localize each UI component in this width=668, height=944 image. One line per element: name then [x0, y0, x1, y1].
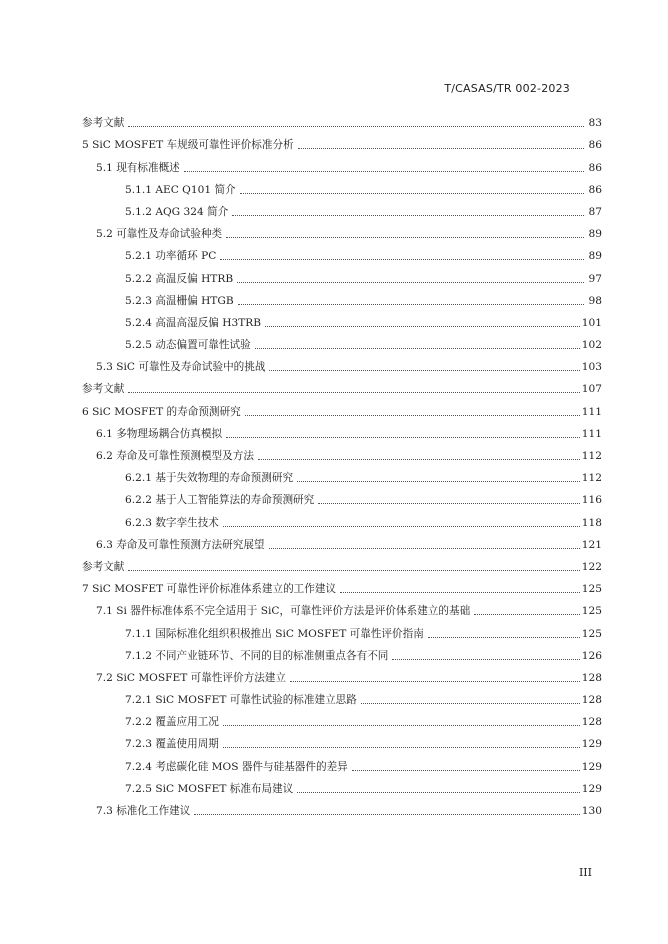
toc-entry[interactable]	[82, 641, 602, 663]
toc-entry[interactable]	[82, 374, 602, 396]
toc-entry-title: 6 SiC MOSFET 的寿命预测研究	[82, 405, 241, 418]
toc-entry-title: 7.2.3 覆盖使用周期	[125, 738, 219, 751]
toc-entry-page: 107	[581, 383, 602, 396]
toc-entry-page: 111	[581, 427, 602, 440]
toc-leader-dots	[290, 681, 580, 682]
toc-entry[interactable]	[82, 352, 602, 374]
toc-entry-title: 7.2.5 SiC MOSFET 标准布局建议	[125, 782, 294, 795]
toc-leader-dots	[361, 703, 580, 704]
toc-entry-page: 121	[581, 538, 602, 551]
toc-entry-page: 111	[581, 405, 602, 418]
toc-leader-dots	[220, 259, 584, 260]
toc-leader-dots	[128, 392, 579, 393]
document-code: T/CASAS/TR 002-2023	[444, 82, 570, 95]
toc-entry-page: 118	[581, 516, 602, 529]
toc-leader-dots	[298, 148, 584, 149]
toc-entry-page: 102	[581, 339, 602, 352]
toc-entry[interactable]	[82, 263, 602, 285]
toc-entry-page: 125	[581, 605, 602, 618]
toc-leader-dots	[232, 215, 584, 216]
toc-leader-dots	[297, 481, 580, 482]
toc-entry[interactable]	[82, 596, 602, 618]
toc-entry-title: 5.2.3 高温栅偏 HTGB	[125, 294, 234, 307]
toc-entry-page: 86	[588, 139, 602, 152]
toc-entry-page: 116	[581, 494, 602, 507]
toc-leader-dots	[223, 725, 580, 726]
toc-entry[interactable]	[82, 485, 602, 507]
toc-entry-title: 7.2.1 SiC MOSFET 可靠性试验的标准建立思路	[125, 694, 357, 707]
toc-entry-page: 89	[588, 250, 602, 263]
toc-entry-title: 7.1 Si 器件标准体系不完全适用于 SiC，可靠性评价方法是评价体系建立的基础	[96, 605, 471, 618]
toc-entry-title: 参考文献	[82, 383, 125, 396]
toc-entry-title: 7.2.4 考虑碳化硅 MOS 器件与硅基器件的差异	[125, 760, 348, 773]
toc-entry-title: 5.2.2 高温反偏 HTRB	[125, 272, 234, 285]
toc-entry[interactable]	[82, 241, 602, 263]
toc-entry[interactable]	[82, 751, 602, 773]
toc-entry-page: 125	[581, 583, 602, 596]
toc-leader-dots	[428, 637, 580, 638]
toc-entry-page: 103	[581, 361, 602, 374]
toc-entry[interactable]	[82, 463, 602, 485]
toc-entry-page: 128	[581, 671, 602, 684]
page-number: III	[578, 866, 592, 879]
toc-leader-dots	[340, 592, 580, 593]
toc-entry-title: 5.2.1 功率循环 PC	[125, 250, 217, 263]
toc-entry-title: 7.1.2 不同产业链环节、不同的目的标准侧重点各有不同	[125, 649, 389, 662]
toc-leader-dots	[269, 548, 580, 549]
toc-entry[interactable]	[82, 507, 602, 529]
toc-leader-dots	[258, 459, 580, 460]
toc-entry[interactable]	[82, 663, 602, 685]
toc-entry-page: 98	[588, 294, 602, 307]
toc-leader-dots	[255, 348, 580, 349]
toc-entry-title: 参考文献	[82, 117, 125, 130]
toc-entry-page: 86	[588, 161, 602, 174]
toc-entry[interactable]	[82, 441, 602, 463]
toc-entry-title: 5.1.2 AQG 324 简介	[125, 205, 229, 218]
toc-leader-dots	[352, 770, 580, 771]
toc-entry-title: 5.2.4 高温高湿反偏 H3TRB	[125, 316, 262, 329]
toc-leader-dots	[297, 792, 579, 793]
toc-leader-dots	[223, 747, 580, 748]
toc-entry-title: 参考文献	[82, 560, 125, 573]
toc-leader-dots	[128, 126, 584, 127]
toc-entry-title: 6.3 寿命及可靠性预测方法研究展望	[96, 538, 265, 551]
toc-entry[interactable]	[82, 175, 602, 197]
table-of-contents	[82, 108, 602, 818]
toc-entry[interactable]	[82, 685, 602, 707]
toc-entry-page: 122	[581, 560, 602, 573]
toc-entry-page: 87	[588, 205, 602, 218]
toc-entry-page: 128	[581, 716, 602, 729]
toc-entry-page: 83	[588, 117, 602, 130]
toc-entry-page: 86	[588, 183, 602, 196]
toc-entry-title: 7.1.1 国际标准化组织积极推出 SiC MOSFET 可靠性评价指南	[125, 627, 424, 640]
toc-entry[interactable]	[82, 419, 602, 441]
toc-leader-dots	[223, 526, 580, 527]
toc-entry[interactable]	[82, 330, 602, 352]
toc-entry-page: 129	[581, 782, 602, 795]
toc-entry-title: 5 SiC MOSFET 车规级可靠性评价标准分析	[82, 139, 294, 152]
toc-entry-title: 7.2 SiC MOSFET 可靠性评价方法建立	[96, 671, 286, 684]
toc-entry[interactable]	[82, 308, 602, 330]
toc-leader-dots	[240, 193, 584, 194]
toc-leader-dots	[238, 304, 584, 305]
toc-leader-dots	[226, 437, 580, 438]
toc-leader-dots	[474, 614, 580, 615]
toc-entry-page: 97	[588, 272, 602, 285]
toc-entry-title: 7 SiC MOSFET 可靠性评价标准体系建立的工作建议	[82, 583, 337, 596]
toc-entry-title: 6.2.1 基于失效物理的寿命预测研究	[125, 472, 294, 485]
toc-entry-title: 5.1.1 AEC Q101 简介	[125, 183, 236, 196]
toc-leader-dots	[265, 326, 580, 327]
toc-entry[interactable]	[82, 574, 602, 596]
toc-leader-dots	[128, 570, 579, 571]
toc-entry-title: 5.1 现有标准概述	[96, 161, 180, 174]
toc-entry-title: 6.2.2 基于人工智能算法的寿命预测研究	[125, 494, 315, 507]
toc-entry-page: 89	[588, 228, 602, 241]
toc-entry-title: 6.1 多物理场耦合仿真模拟	[96, 427, 223, 440]
toc-entry-title: 5.2 可靠性及寿命试验种类	[96, 228, 223, 241]
toc-leader-dots	[237, 282, 584, 283]
toc-entry-title: 6.2 寿命及可靠性预测模型及方法	[96, 450, 254, 462]
toc-entry-page: 112	[581, 450, 602, 462]
toc-entry-page: 128	[581, 694, 602, 707]
toc-leader-dots	[318, 503, 580, 504]
toc-entry[interactable]	[82, 729, 602, 751]
toc-entry[interactable]	[82, 552, 602, 574]
toc-entry-page: 101	[581, 316, 602, 329]
toc-leader-dots	[392, 659, 579, 660]
toc-entry-page: 130	[581, 805, 602, 817]
toc-entry[interactable]	[82, 219, 602, 241]
toc-entry[interactable]	[82, 530, 602, 552]
toc-entry[interactable]	[82, 707, 602, 729]
toc-entry[interactable]	[82, 108, 602, 130]
toc-entry-title: 5.3 SiC 可靠性及寿命试验中的挑战	[96, 361, 266, 374]
toc-entry-title: 7.2.2 覆盖应用工况	[125, 716, 219, 729]
toc-entry-page: 112	[581, 472, 602, 485]
toc-leader-dots	[194, 814, 579, 815]
toc-entry-page: 125	[581, 627, 602, 640]
toc-entry-page: 126	[581, 649, 602, 662]
toc-leader-dots	[269, 370, 579, 371]
toc-entry-title: 5.2.5 动态偏置可靠性试验	[125, 339, 251, 352]
toc-entry-title: 7.3 标准化工作建议	[96, 805, 191, 817]
toc-entry[interactable]	[82, 197, 602, 219]
toc-entry[interactable]	[82, 796, 602, 818]
toc-entry-page: 129	[581, 760, 602, 773]
toc-entry[interactable]	[82, 618, 602, 640]
toc-entry-page: 129	[581, 738, 602, 751]
toc-entry-title: 6.2.3 数字孪生技术	[125, 516, 219, 529]
toc-entry[interactable]	[82, 774, 602, 796]
toc-entry[interactable]	[82, 130, 602, 152]
toc-entry[interactable]	[82, 152, 602, 174]
toc-entry[interactable]	[82, 286, 602, 308]
toc-leader-dots	[184, 171, 584, 172]
toc-leader-dots	[245, 415, 580, 416]
toc-entry[interactable]	[82, 396, 602, 418]
toc-leader-dots	[226, 237, 584, 238]
